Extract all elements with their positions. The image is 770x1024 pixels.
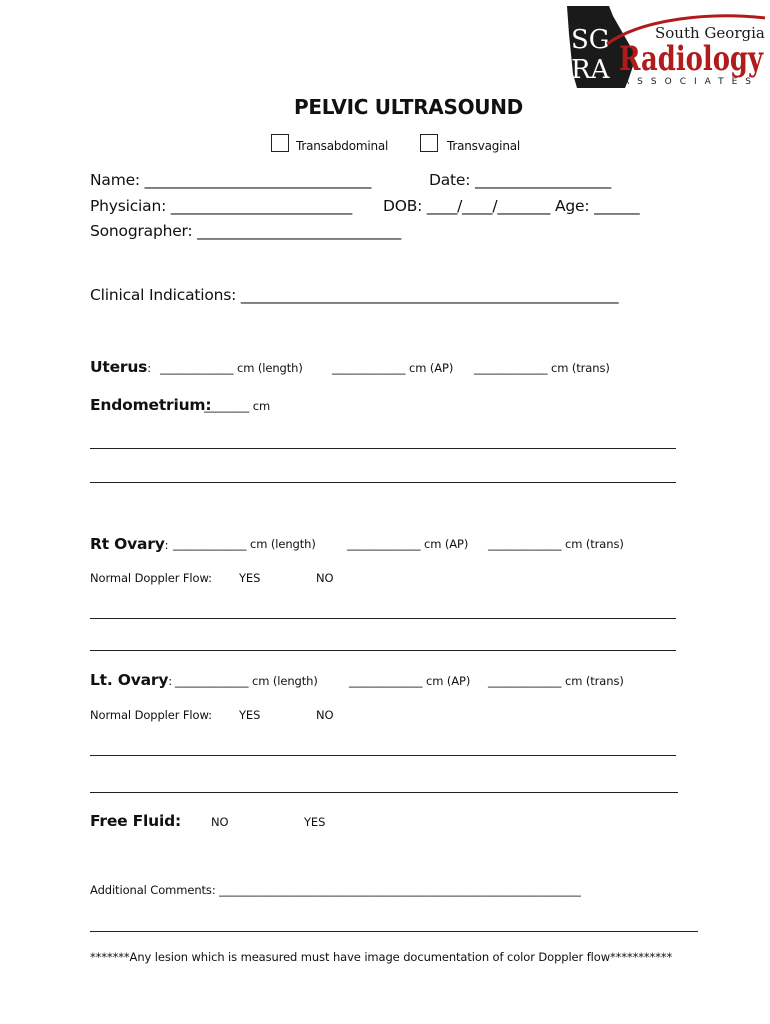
logo-monogram-top: SG	[571, 25, 610, 55]
rt-ovary-doppler-yes[interactable]: YES	[239, 571, 261, 585]
free-fluid-no[interactable]: NO	[211, 815, 229, 829]
clinical-indications-field[interactable]: Clinical Indications: __________________________________________________	[90, 286, 619, 304]
additional-comments-field[interactable]: Additional Comments: ________________________________________________________________	[90, 883, 581, 897]
endometrium-label: Endometrium:	[90, 396, 212, 414]
transabdominal-label: Transabdominal	[296, 139, 389, 153]
endometrium-field[interactable]: ________ cm	[204, 399, 271, 413]
footer-note: *******Any lesion which is measured must have image documentation of color Doppler flow***********	[90, 950, 673, 964]
uterus-ap-field[interactable]: _____________ cm (AP)	[332, 361, 454, 375]
lt-ovary-doppler-yes[interactable]: YES	[239, 708, 261, 722]
lt-ovary-doppler-no[interactable]: NO	[316, 708, 334, 722]
south-georgia-radiology-logo	[563, 4, 768, 92]
sonographer-field[interactable]: Sonographer: ___________________________	[90, 222, 402, 240]
rt-ovary-ap-field[interactable]: _____________ cm (AP)	[347, 537, 469, 551]
additional-comments-line-2[interactable]	[90, 931, 698, 932]
free-fluid-yes[interactable]: YES	[304, 815, 326, 829]
lt-ovary-trans-field[interactable]: _____________ cm (trans)	[488, 674, 624, 688]
lt-ovary-row	[90, 670, 172, 689]
uterus-notes-line-2[interactable]	[90, 482, 676, 483]
uterus-label: Uterus	[90, 358, 148, 376]
rt-ovary-doppler-label: Normal Doppler Flow:	[90, 571, 212, 585]
logo-line-associates: ASSOCIATES	[623, 77, 751, 87]
free-fluid-label: Free Fluid:	[90, 812, 182, 830]
dob-age-field[interactable]: DOB: ____/____/_______ Age: ______	[383, 197, 640, 215]
uterus-row	[90, 357, 151, 376]
logo-line-radiology: Radiology	[619, 39, 764, 79]
rt-ovary-notes-line-2[interactable]	[90, 650, 676, 651]
lt-ovary-label: Lt. Ovary	[90, 671, 169, 689]
name-field[interactable]: Name: ______________________________	[90, 171, 372, 189]
logo-monogram-bottom: RA	[571, 55, 610, 85]
rt-ovary-notes-line-1[interactable]	[90, 618, 676, 619]
lt-ovary-colon: :	[168, 674, 173, 688]
rt-ovary-doppler-no[interactable]: NO	[316, 571, 334, 585]
logo-line-south-georgia: South Georgia	[655, 24, 765, 42]
transabdominal-checkbox[interactable]	[271, 134, 289, 152]
lt-ovary-doppler-label: Normal Doppler Flow:	[90, 708, 212, 722]
uterus-length-field[interactable]: _____________ cm (length)	[160, 361, 303, 375]
date-field[interactable]: Date: __________________	[429, 171, 611, 189]
transvaginal-label: Transvaginal	[447, 139, 521, 153]
lt-ovary-length-field[interactable]: _____________ cm (length)	[175, 674, 318, 688]
rt-ovary-trans-field[interactable]: _____________ cm (trans)	[488, 537, 624, 551]
uterus-trans-field[interactable]: _____________ cm (trans)	[474, 361, 610, 375]
lt-ovary-notes-line-1[interactable]	[90, 755, 676, 756]
transvaginal-checkbox[interactable]	[420, 134, 438, 152]
uterus-colon: :	[147, 361, 151, 375]
rt-ovary-label: Rt Ovary	[90, 535, 165, 553]
form-title: PELVIC ULTRASOUND	[294, 95, 523, 119]
rt-ovary-row	[90, 534, 168, 553]
rt-ovary-length-field[interactable]: _____________ cm (length)	[173, 537, 316, 551]
uterus-notes-line-1[interactable]	[90, 448, 676, 449]
physician-field[interactable]: Physician: ________________________	[90, 197, 353, 215]
rt-ovary-colon: :	[164, 538, 169, 552]
lt-ovary-ap-field[interactable]: _____________ cm (AP)	[349, 674, 471, 688]
lt-ovary-notes-line-2[interactable]	[90, 792, 678, 793]
